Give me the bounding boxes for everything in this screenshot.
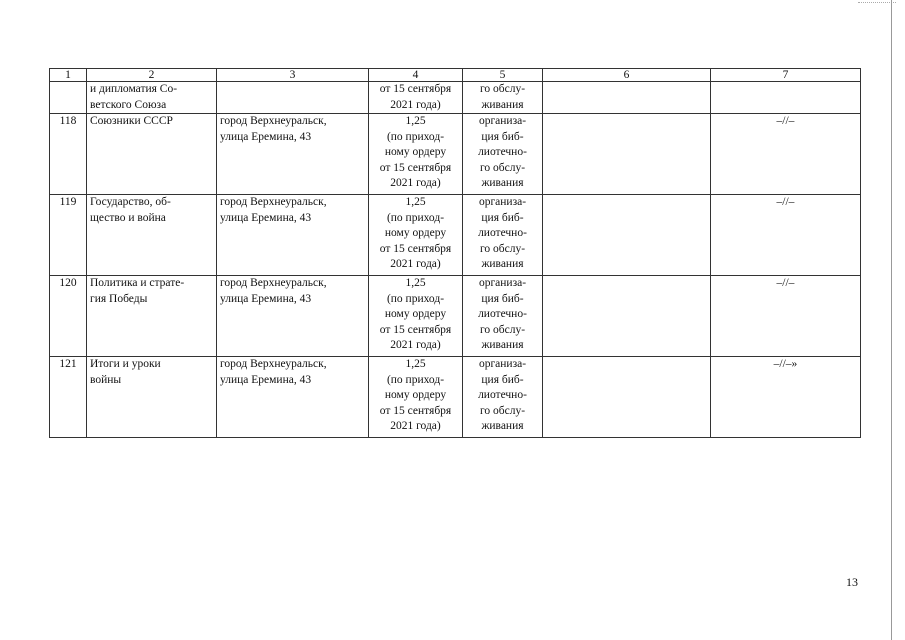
table-row — [50, 82, 861, 114]
table-row — [50, 276, 861, 357]
header-cell-5: 5 — [463, 69, 543, 82]
row-name: и дипломатия Со- ветского Союза — [87, 82, 217, 114]
header-cell-4: 4 — [369, 69, 463, 82]
row-amount: 1,25 (по приход- ному ордеру от 15 сентября 2021 года) — [369, 114, 463, 195]
row-address: город Верхнеуральск, улица Еремина, 43 — [217, 357, 369, 438]
row-address: город Верхнеуральск, улица Еремина, 43 — [217, 114, 369, 195]
row-purpose: го обслу- живания — [463, 82, 543, 114]
table-header-row — [50, 69, 861, 82]
row-amount: 1,25 (по приход- ному ордеру от 15 сентября 2021 года) — [369, 357, 463, 438]
row-address: город Верхнеуральск, улица Еремина, 43 — [217, 276, 369, 357]
row-address: город Верхнеуральск, улица Еремина, 43 — [217, 195, 369, 276]
scan-edge-line — [891, 0, 892, 640]
row-col6 — [543, 195, 711, 276]
row-col7 — [711, 82, 861, 114]
row-purpose: организа- ция биб- лиотечно- го обслу- живания — [463, 357, 543, 438]
document-table — [49, 68, 861, 438]
table-row — [50, 357, 861, 438]
row-col7: –//– — [711, 114, 861, 195]
row-col7: –//– — [711, 276, 861, 357]
header-cell-7: 7 — [711, 69, 861, 82]
row-name: Итоги и уроки войны — [87, 357, 217, 438]
row-purpose: организа- ция биб- лиотечно- го обслу- живания — [463, 195, 543, 276]
row-col6 — [543, 82, 711, 114]
header-cell-6: 6 — [543, 69, 711, 82]
table-row — [50, 195, 861, 276]
row-col6 — [543, 357, 711, 438]
row-number: 119 — [50, 195, 87, 276]
row-name: Государство, об- щество и война — [87, 195, 217, 276]
row-name: Политика и страте- гия Победы — [87, 276, 217, 357]
row-amount: от 15 сентября 2021 года) — [369, 82, 463, 114]
row-purpose: организа- ция биб- лиотечно- го обслу- живания — [463, 276, 543, 357]
row-number: 121 — [50, 357, 87, 438]
row-col7: –//– — [711, 195, 861, 276]
row-col6 — [543, 114, 711, 195]
header-cell-3: 3 — [217, 69, 369, 82]
row-amount: 1,25 (по приход- ному ордеру от 15 сентября 2021 года) — [369, 276, 463, 357]
table-row — [50, 114, 861, 195]
row-col6 — [543, 276, 711, 357]
row-number — [50, 82, 87, 114]
row-col7: –//–» — [711, 357, 861, 438]
page-number: 13 — [846, 575, 858, 589]
row-amount: 1,25 (по приход- ному ордеру от 15 сентября 2021 года) — [369, 195, 463, 276]
header-cell-2: 2 — [87, 69, 217, 82]
row-number: 118 — [50, 114, 87, 195]
header-cell-1: 1 — [50, 69, 87, 82]
row-name: Союзники СССР — [87, 114, 217, 195]
row-purpose: организа- ция биб- лиотечно- го обслу- живания — [463, 114, 543, 195]
row-address — [217, 82, 369, 114]
row-number: 120 — [50, 276, 87, 357]
